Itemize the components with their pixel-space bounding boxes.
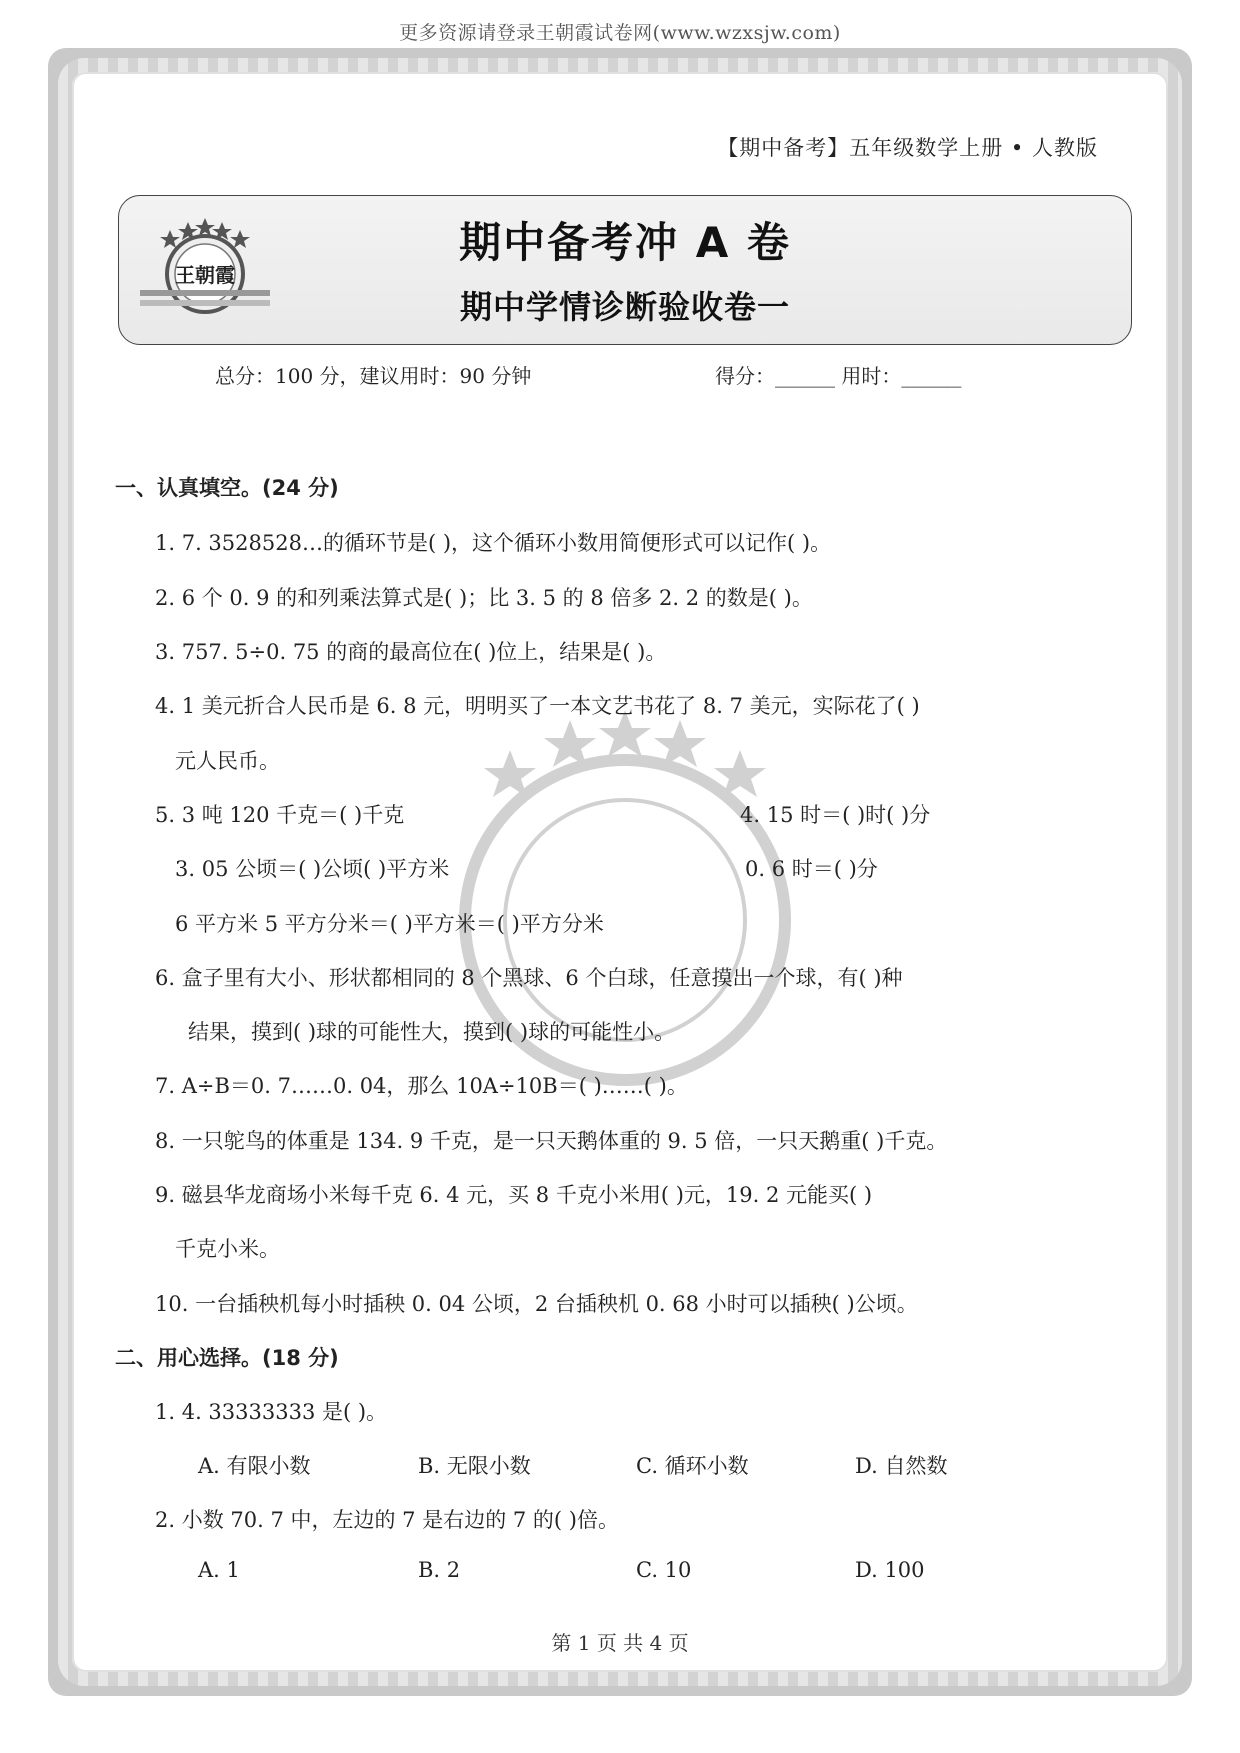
question-1-3: 3. 757. 5÷0. 75 的商的最高位在( )位上，结果是( )。 [155, 640, 667, 664]
question-1-9: 9. 磁县华龙商场小米每千克 6. 4 元，买 8 千克小米用( )元，19. 2 元能买( ) [155, 1183, 873, 1207]
question-1-4: 4. 1 美元折合人民币是 6. 8 元，明明买了一本文艺书花了 8. 7 美元，实际花了( ) [155, 694, 920, 718]
q2-1-option-c: C. 循环小数 [636, 1454, 749, 1478]
question-2-1: 1. 4. 33333333 是( )。 [155, 1400, 388, 1424]
page-number: 第 1 页 共 4 页 [551, 1631, 689, 1655]
question-2-2: 2. 小数 70. 7 中，左边的 7 是右边的 7 的( )倍。 [155, 1508, 619, 1532]
score-fill-in: 得分：______ 用时：______ [715, 364, 962, 388]
q2-2-option-d: D. 100 [855, 1558, 925, 1582]
question-1-6: 6. 盒子里有大小、形状都相同的 8 个黑球、6 个白球，任意摸出一个球，有( )种 [155, 966, 903, 990]
q2-2-option-a: A. 1 [198, 1558, 240, 1582]
score-info: 总分：100 分，建议用时：90 分钟 [215, 364, 532, 388]
q2-2-option-c: C. 10 [636, 1558, 692, 1582]
question-1-6-cont: 结果，摸到( )球的可能性大，摸到( )球的可能性小。 [188, 1020, 676, 1044]
question-1-5d: 0. 6 时＝( )分 [745, 857, 878, 881]
q2-1-option-a: A. 有限小数 [198, 1454, 311, 1478]
question-1-8: 8. 一只鸵鸟的体重是 134. 9 千克，是一只天鹅体重的 9. 5 倍，一只天鹅重( )千克。 [155, 1129, 948, 1153]
exam-subtitle: 期中学情诊断验收卷一 [459, 288, 790, 326]
question-1-10: 10. 一台插秧机每小时插秧 0. 04 公顷，2 台插秧机 0. 68 小时可以插秧( )公顷。 [155, 1292, 918, 1316]
question-1-9-cont: 千克小米。 [175, 1237, 280, 1261]
question-1-5b: 4. 15 时＝( )时( )分 [740, 803, 931, 827]
logo-text: 王朝霞 [175, 263, 235, 287]
question-1-1: 1. 7. 3528528…的循环节是( )，这个循环小数用简便形式可以记作( )。 [155, 531, 832, 555]
section-1-title: 一、认真填空。(24 分) [115, 476, 339, 500]
question-1-7: 7. A÷B＝0. 7……0. 04，那么 10A÷10B＝( )……( )。 [155, 1074, 688, 1098]
q2-2-option-b: B. 2 [418, 1558, 461, 1582]
question-1-4-cont: 元人民币。 [175, 749, 280, 773]
exam-title: 期中备考冲 A 卷 [459, 218, 791, 267]
q2-1-option-d: D. 自然数 [855, 1454, 948, 1478]
question-1-2: 2. 6 个 0. 9 的和列乘法算式是( )；比 3. 5 的 8 倍多 2. 2 的数是( )。 [155, 586, 813, 610]
question-1-5e: 6 平方米 5 平方分米＝( )平方米＝( )平方分米 [175, 912, 604, 936]
source-banner: 更多资源请登录王朝霞试卷网(www.wzxsjw.com) [399, 22, 841, 44]
series-label: 【期中备考】五年级数学上册 • 人教版 [717, 136, 1098, 160]
question-1-5a: 5. 3 吨 120 千克＝( )千克 [155, 803, 405, 827]
question-1-5c: 3. 05 公顷＝( )公顷( )平方米 [175, 857, 450, 881]
section-2-title: 二、用心选择。(18 分) [115, 1346, 339, 1370]
q2-1-option-b: B. 无限小数 [418, 1454, 531, 1478]
